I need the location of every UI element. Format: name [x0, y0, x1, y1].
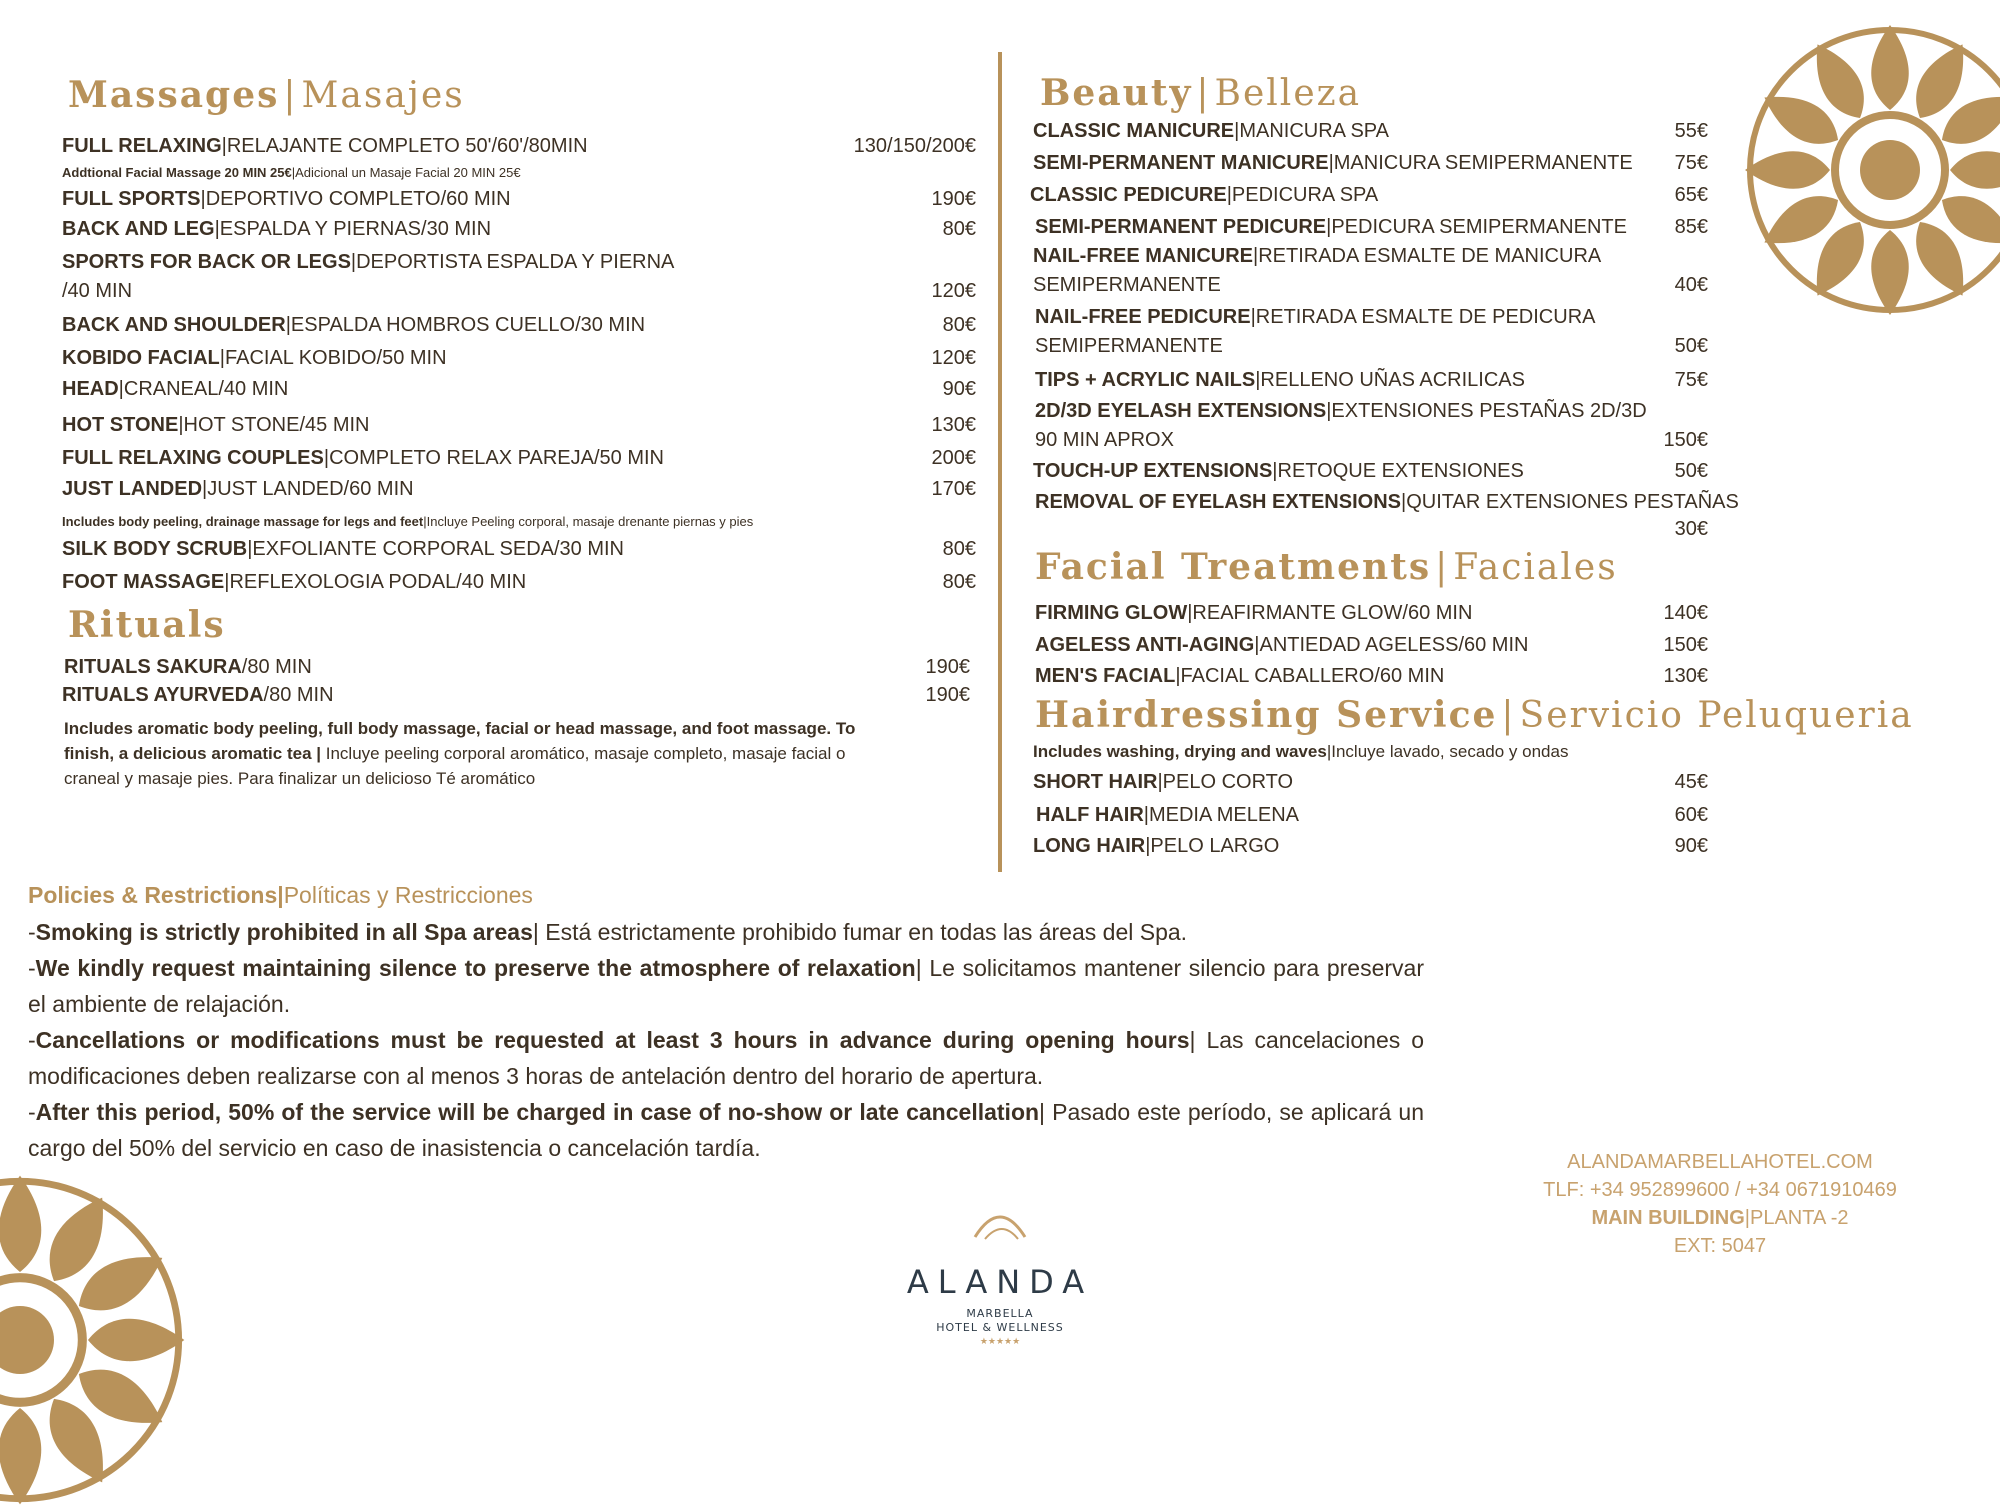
menu-item: HOT STONE|HOT STONE/45 MIN	[62, 414, 370, 436]
item-price: 90€	[1674, 835, 1708, 857]
policy-item: -Cancellations or modifications must be requested at least 3 hours in advance during opening hours| Las cancelaciones o modificaciones deben realizarse con al menos 3 horas de antelación dentro del horario de apertura.	[28, 1027, 1424, 1089]
menu-item: BACK AND SHOULDER|ESPALDA HOMBROS CUELLO/30 MIN	[62, 314, 646, 336]
menu-item: HEAD|CRANEAL/40 MIN	[62, 378, 289, 400]
hairdressing-note: Includes washing, drying and waves|Incluye lavado, secado y ondas	[1033, 742, 1569, 761]
contact-extension: EXT: 5047	[1673, 1235, 1767, 1257]
item-price: 80€	[942, 218, 976, 240]
facial-title: Facial Treatments | Faciales	[1035, 546, 1618, 588]
hairdressing-title: Hairdressing Service | Servicio Peluqueria	[1035, 694, 1914, 736]
item-price: 50€	[1674, 460, 1708, 482]
item-note: Includes body peeling, drainage massage for legs and feet|Incluye Peeling corporal, masaje drenante piernas y pies	[62, 514, 754, 529]
mandala-top-right-decoration	[1740, 0, 2000, 380]
menu-item: RITUALS AYURVEDA/80 MIN	[62, 684, 334, 706]
menu-item: AGELESS ANTI-AGING|ANTIEDAD AGELESS/60 MIN	[1035, 634, 1529, 656]
item-price: 190€	[931, 188, 976, 210]
item-price: 40€	[1674, 274, 1708, 296]
rituals-description: Includes aromatic body peeling, full body massage, facial or head massage, and foot massage. To finish, a delicious aromatic tea | Incluye peeling corporal aromático, masaje completo, masaje facial o craneal y masaje pies. Para finalizar un delicioso Té aromático	[64, 719, 856, 788]
menu-item: 2D/3D EYELASH EXTENSIONS|EXTENSIONES PESTAÑAS 2D/3D	[1035, 400, 1647, 422]
menu-item: KOBIDO FACIAL|FACIAL KOBIDO/50 MIN	[62, 347, 447, 369]
item-price: 55€	[1674, 120, 1708, 142]
item-price: 50€	[1674, 335, 1708, 357]
mandala-bottom-left-decoration	[0, 1170, 190, 1510]
menu-item: FIRMING GLOW|REAFIRMANTE GLOW/60 MIN	[1035, 602, 1473, 624]
item-price: 120€	[931, 347, 976, 369]
item-price: 90€	[942, 378, 976, 400]
massages-title-es: Masajes	[301, 75, 465, 116]
menu-item-continuation: /40 MIN	[62, 280, 133, 302]
item-price: 190€	[925, 684, 970, 706]
menu-item: NAIL-FREE PEDICURE|RETIRADA ESMALTE DE PEDICURA	[1035, 306, 1596, 328]
menu-item: FOOT MASSAGE|REFLEXOLOGIA PODAL/40 MIN	[62, 571, 527, 593]
massages-title-en: Massages	[68, 74, 280, 116]
item-price: 80€	[942, 314, 976, 336]
item-price: 170€	[931, 478, 976, 500]
column-divider	[998, 52, 1002, 872]
item-price: 80€	[942, 538, 976, 560]
menu-item: NAIL-FREE MANICURE|RETIRADA ESMALTE DE MANICURA	[1033, 245, 1602, 267]
menu-item: HALF HAIR|MEDIA MELENA	[1036, 804, 1300, 826]
rituals-title: Rituals	[68, 604, 226, 646]
logo-name: ALANDA	[906, 1263, 1094, 1301]
policies-list	[28, 914, 1424, 1166]
contact-website[interactable]: ALANDAMARBELLAHOTEL.COM	[1567, 1151, 1873, 1173]
menu-item: FULL SPORTS|DEPORTIVO COMPLETO/60 MIN	[62, 188, 511, 210]
item-price: 30€	[1674, 518, 1708, 540]
item-price: 150€	[1663, 429, 1708, 451]
logo-subtitle-2: HOTEL & WELLNESS	[936, 1321, 1064, 1334]
menu-item-continuation: SEMIPERMANENTE	[1035, 335, 1223, 357]
menu-item: LONG HAIR|PELO LARGO	[1033, 835, 1280, 857]
menu-item: CLASSIC MANICURE|MANICURA SPA	[1033, 120, 1389, 142]
item-price: 130€	[1663, 665, 1708, 687]
policy-item: -We kindly request maintaining silence to preserve the atmosphere of relaxation| Le solicitamos mantener silencio para preservar el ambiente de relajación.	[28, 955, 1424, 1017]
contact-phone[interactable]: TLF: +34 952899600 / +34 0671910469	[1543, 1179, 1897, 1201]
menu-item: TOUCH-UP EXTENSIONS|RETOQUE EXTENSIONES	[1033, 460, 1524, 482]
menu-item: RITUALS SAKURA/80 MIN	[64, 656, 312, 678]
logo-emblem-icon	[970, 1205, 1030, 1245]
logo-subtitle-1: MARBELLA	[966, 1307, 1034, 1320]
item-price: 75€	[1674, 152, 1708, 174]
menu-item: SILK BODY SCRUB|EXFOLIANTE CORPORAL SEDA/30 MIN	[62, 538, 624, 560]
contact-block	[1480, 1148, 1960, 1260]
menu-item: REMOVAL OF EYELASH EXTENSIONS|QUITAR EXTENSIONES PESTAÑAS	[1035, 491, 1739, 513]
item-price: 75€	[1674, 369, 1708, 391]
item-price: 150€	[1663, 634, 1708, 656]
item-price: 60€	[1674, 804, 1708, 826]
logo-stars: ★★★★★	[979, 1337, 1021, 1347]
menu-item-continuation: 90 MIN APROX	[1035, 429, 1174, 451]
item-price: 85€	[1674, 216, 1708, 238]
menu-item: CLASSIC PEDICURE|PEDICURA SPA	[1030, 184, 1379, 206]
menu-item: SEMI-PERMANENT MANICURE|MANICURA SEMIPERMANENTE	[1033, 152, 1633, 174]
policy-item: -After this period, 50% of the service will be charged in case of no-show or late cancellation| Pasado este período, se aplicará un cargo del 50% del servicio en caso de inasistencia o cancelación tardía.	[28, 1099, 1425, 1161]
item-price: 45€	[1674, 771, 1708, 793]
item-price: 190€	[925, 656, 970, 678]
menu-item: SPORTS FOR BACK OR LEGS|DEPORTISTA ESPALDA Y PIERNA	[62, 251, 675, 273]
beauty-title: Beauty | Belleza	[1040, 72, 1362, 114]
menu-item: TIPS + ACRYLIC NAILS|RELLENO UÑAS ACRILICAS	[1035, 369, 1525, 391]
item-price: 130/150/200€	[853, 135, 976, 157]
menu-item-continuation: SEMIPERMANENTE	[1033, 274, 1221, 296]
massages-title: Massages | Masajes	[68, 74, 465, 116]
alanda-logo	[880, 1205, 1120, 1355]
menu-item: SHORT HAIR|PELO CORTO	[1033, 771, 1294, 793]
item-price: 80€	[942, 571, 976, 593]
item-price: 200€	[931, 447, 976, 469]
contact-location: MAIN BUILDING|PLANTA -2	[1591, 1207, 1849, 1229]
menu-item: FULL RELAXING COUPLES|COMPLETO RELAX PAREJA/50 MIN	[62, 447, 664, 469]
menu-item: FULL RELAXING|RELAJANTE COMPLETO 50'/60'/80MIN	[62, 135, 588, 157]
item-note: Addtional Facial Massage 20 MIN 25€|Adicional un Masaje Facial 20 MIN 25€	[62, 165, 521, 180]
item-price: 130€	[931, 414, 976, 436]
policy-item: -Smoking is strictly prohibited in all Spa areas| Está estrictamente prohibido fumar en todas las áreas del Spa.	[28, 919, 1188, 945]
item-price: 65€	[1674, 184, 1708, 206]
menu-item: SEMI-PERMANENT PEDICURE|PEDICURA SEMIPERMANENTE	[1035, 216, 1627, 238]
menu-item: MEN'S FACIAL|FACIAL CABALLERO/60 MIN	[1035, 665, 1445, 687]
item-price: 120€	[931, 280, 976, 302]
item-price: 140€	[1663, 602, 1708, 624]
menu-item: BACK AND LEG|ESPALDA Y PIERNAS/30 MIN	[62, 218, 492, 240]
policies-title: Policies & Restrictions|Políticas y Restricciones	[28, 882, 533, 908]
menu-item: JUST LANDED|JUST LANDED/60 MIN	[62, 478, 414, 500]
